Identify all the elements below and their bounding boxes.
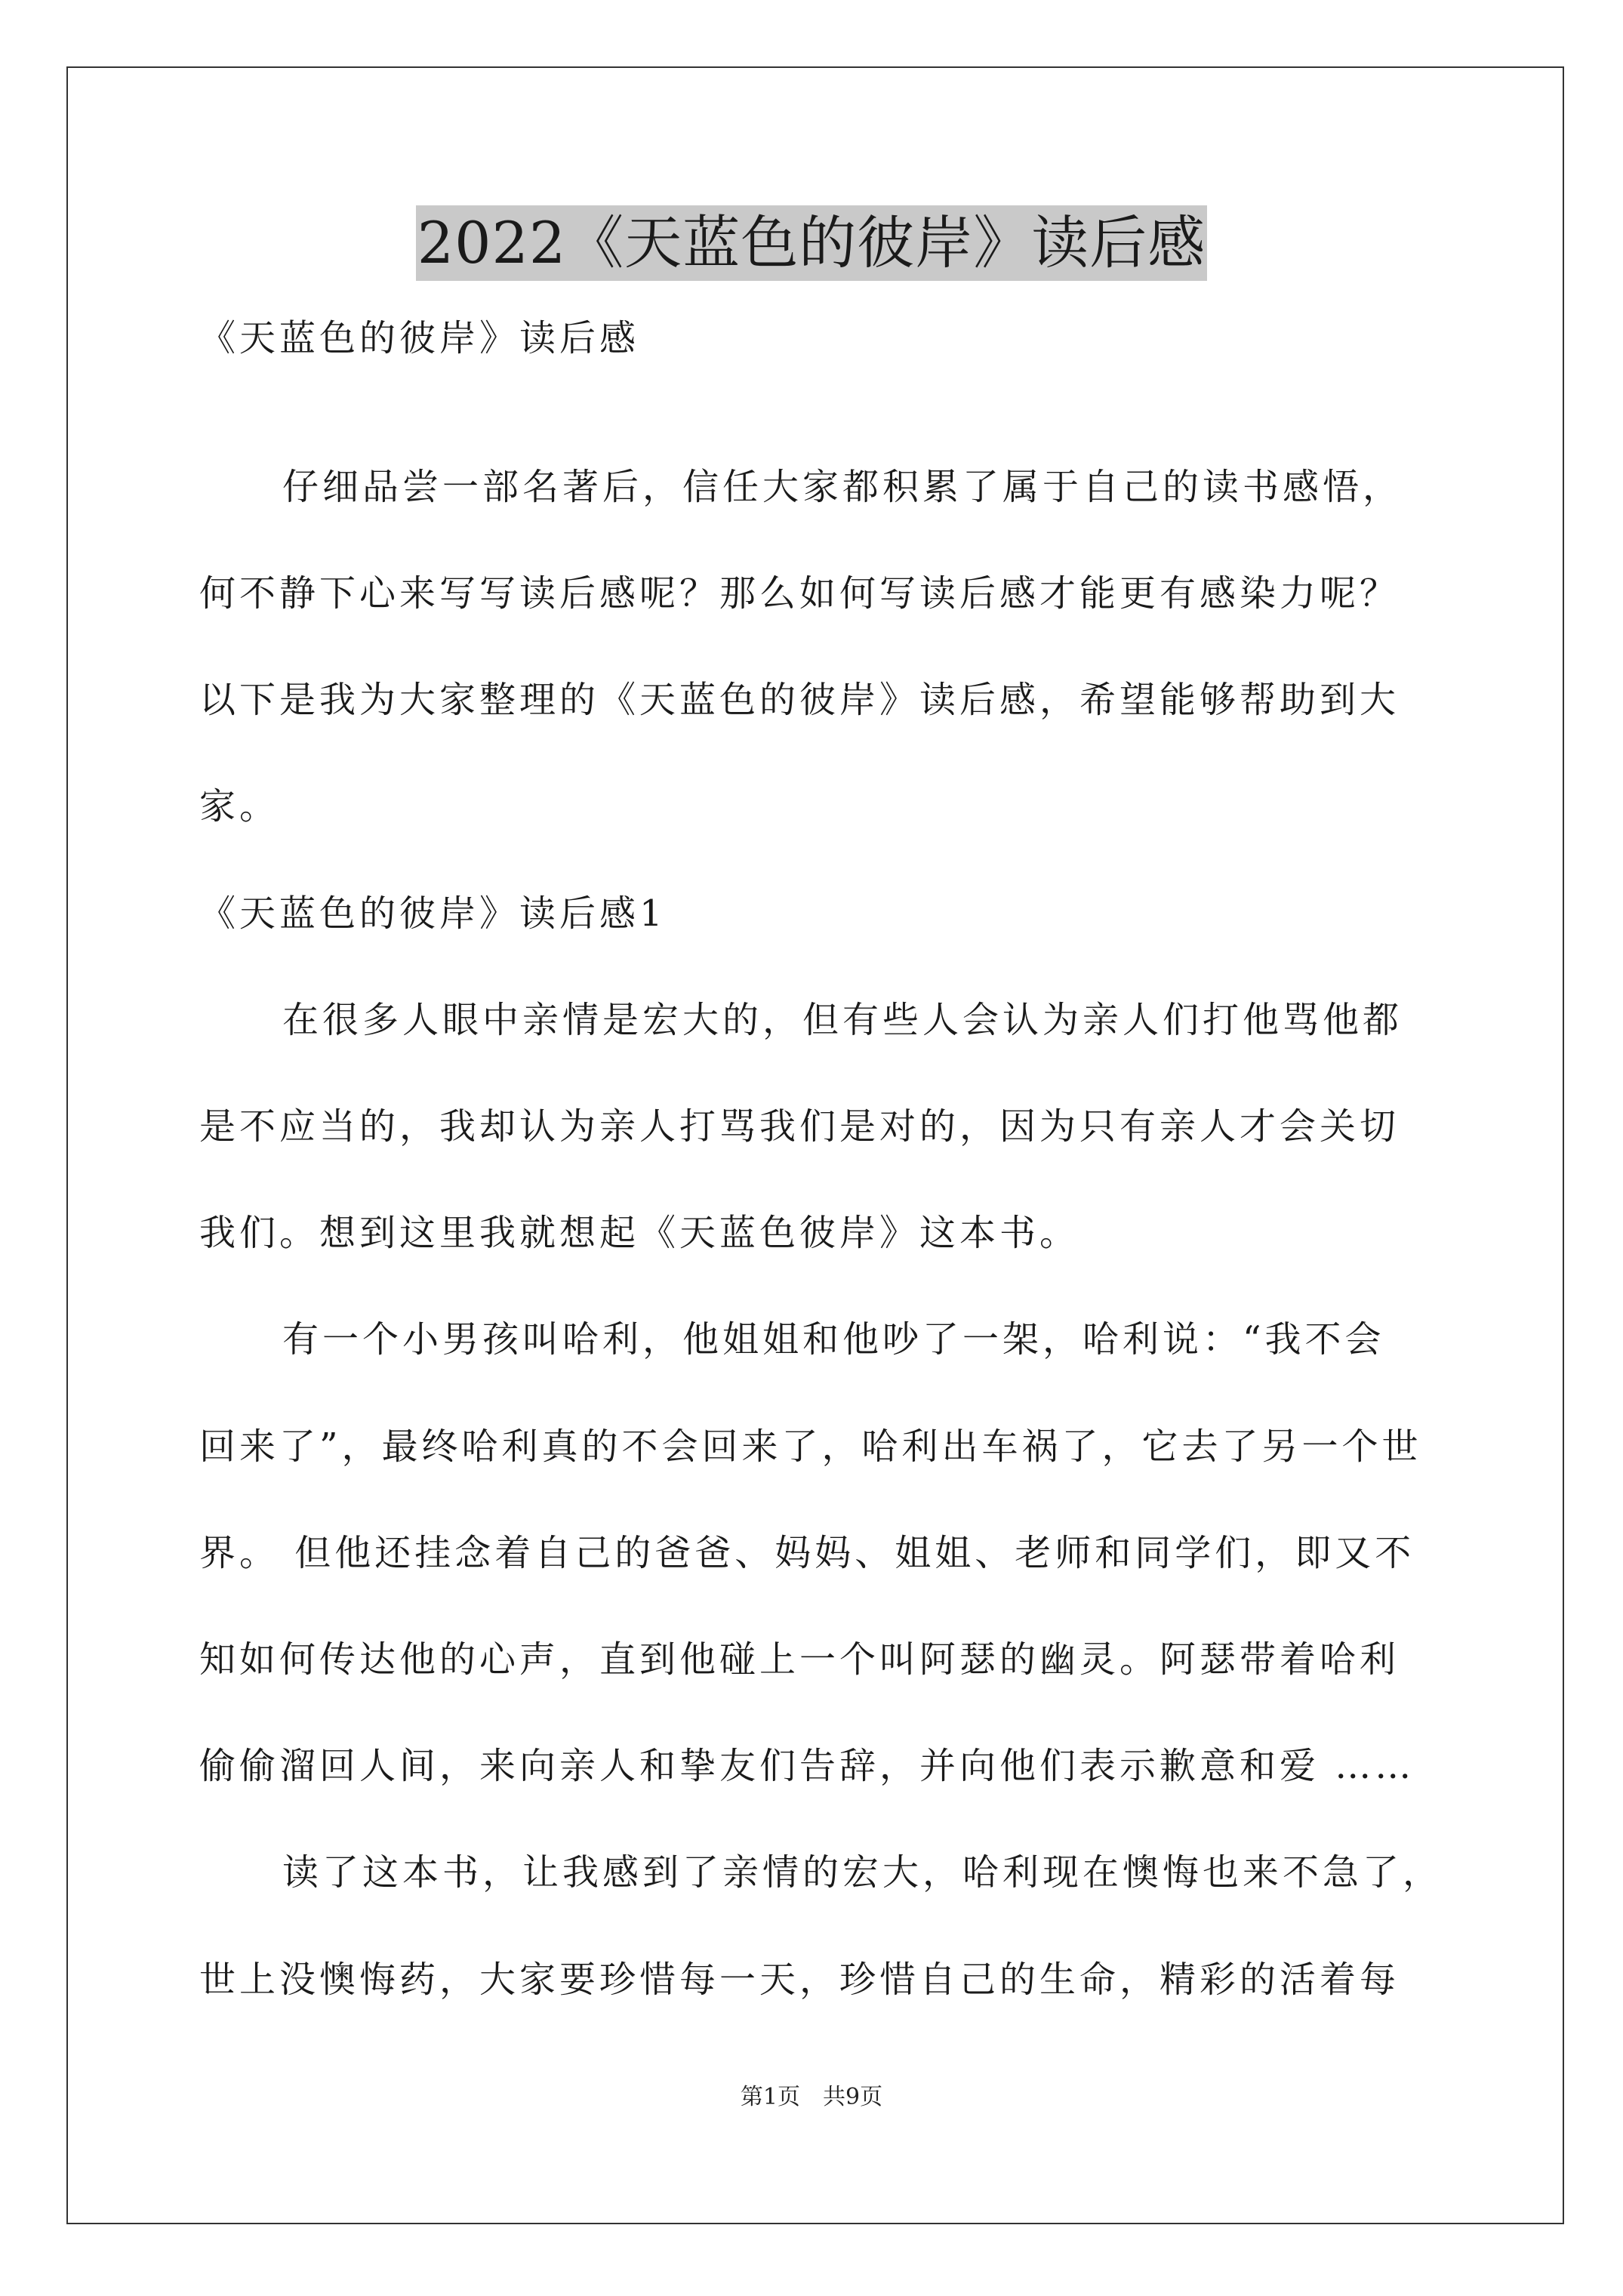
paragraph-line: 有一个小男孩叫哈利，他姐姐和他吵了一架，哈利说：“我不会	[282, 1318, 1385, 1361]
paragraph-line: 家。	[199, 785, 280, 827]
paragraph-line: 在很多人眼中亲情是宏大的，但有些人会认为亲人们打他骂他都	[282, 999, 1403, 1041]
paragraph-line: 读了这本书，让我感到了亲情的宏大，哈利现在懊悔也来不急了，	[282, 1851, 1443, 1894]
title-container	[0, 205, 1623, 281]
section-heading: 《天蓝色的彼岸》读后感1	[199, 892, 667, 935]
paragraph-line: 知如何传达他的心声，直到他碰上一个叫阿瑟的幽灵。阿瑟带着哈利	[199, 1638, 1400, 1681]
paragraph-line: 回来了”，最终哈利真的不会回来了，哈利出车祸了，它去了另一个世	[199, 1425, 1422, 1468]
page-number: 第1页 共9页	[740, 2084, 883, 2110]
paragraph-line: 世上没懊悔药，大家要珍惜每一天，珍惜自己的生命，精彩的活着每	[199, 1959, 1400, 2001]
paragraph-line: 是不应当的，我却认为亲人打骂我们是对的，因为只有亲人才会关切	[199, 1105, 1400, 1148]
paragraph-line: 偷偷溜回人间，来向亲人和挚友们告辞，并向他们表示歉意和爱 ……	[199, 1745, 1415, 1787]
paragraph-line: 界。 但他还挂念着自己的爸爸、妈妈、姐姐、老师和同学们，即又不	[199, 1532, 1415, 1574]
subtitle-line: 《天蓝色的彼岸》读后感	[199, 317, 640, 359]
document-title: 2022《天蓝色的彼岸》读后感	[416, 205, 1207, 281]
paragraph-line: 何不静下心来写写读后感呢？那么如何写读后感才能更有感染力呢？	[199, 572, 1400, 615]
paragraph-line: 仔细品尝一部名著后，信任大家都积累了属于自己的读书感悟，	[282, 466, 1403, 508]
paragraph-line: 我们。想到这里我就想起《天蓝色彼岸》这本书。	[199, 1212, 1080, 1254]
paragraph-line: 以下是我为大家整理的《天蓝色的彼岸》读后感，希望能够帮助到大	[199, 679, 1400, 721]
